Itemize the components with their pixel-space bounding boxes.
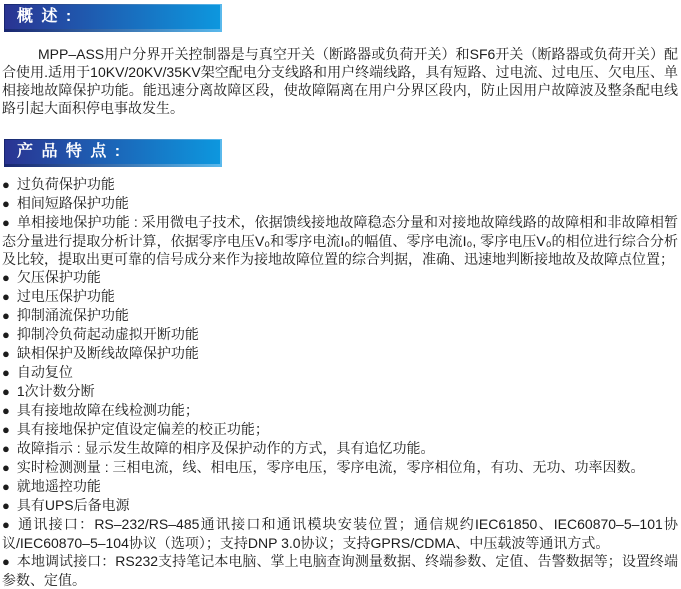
bullet-icon: ●: [2, 422, 10, 437]
feature-text: 1次计数分断: [16, 383, 95, 399]
feature-text: 就地遥控功能: [16, 478, 101, 494]
bullet-icon: ●: [2, 308, 10, 323]
overview-section-banner: [4, 4, 222, 32]
feature-text: 具有接地故障在线检测功能；: [16, 402, 199, 418]
feature-text: 抑制冷负荷起动虚拟开断功能: [16, 326, 199, 342]
feature-item: [2, 268, 678, 287]
feature-item: [2, 325, 678, 344]
feature-text: 欠压保护功能: [16, 269, 101, 285]
feature-text: 故障指示 : 显示发生故障的相序及保护动作的方式，具有追忆功能。: [16, 440, 435, 456]
feature-item: [2, 439, 678, 458]
feature-item: [2, 552, 678, 589]
bullet-icon: ●: [2, 215, 10, 230]
bullet-icon: ●: [2, 327, 10, 342]
bullet-icon: ●: [2, 177, 10, 192]
feature-text: 过负荷保护功能: [16, 176, 115, 192]
bullet-icon: ●: [2, 196, 10, 211]
feature-text: 实时检测测量 : 三相电流，线、相电压，零序电压，零序电流，零序相位角，有功、无功、功率因数。: [16, 459, 645, 475]
feature-text: 通讯接口：RS–232/RS–485通讯接口和通讯模块安装位置；通信规约IEC61850、IEC60870–5–101协议/IEC60870–5–104协议（选项）；支持DNP 3.0协议；支持GPRS/CDMA、中压载波等通讯方式。: [2, 516, 679, 551]
bullet-icon: ●: [2, 346, 10, 361]
feature-item: [2, 175, 678, 194]
feature-item: [2, 382, 678, 401]
feature-text: 具有UPS后备电源: [16, 497, 130, 513]
bullet-icon: ●: [2, 554, 10, 569]
features-title: 产 品 特 点 :: [5, 140, 220, 164]
feature-item: [2, 287, 678, 306]
overview-title: 概 述 :: [5, 5, 220, 29]
feature-item: [2, 515, 678, 552]
feature-item: [2, 306, 678, 325]
bullet-icon: ●: [2, 441, 10, 456]
feature-item: [2, 401, 678, 420]
bullet-icon: ●: [2, 460, 10, 475]
feature-text: 具有接地保护定值设定偏差的校正功能；: [16, 421, 269, 437]
feature-text: 本地调试接口：RS232支持笔记本电脑、掌上电脑查询测量数据、终端参数、定值、告警数据等；设置终端参数、定值。: [2, 553, 678, 588]
bullet-icon: ●: [2, 384, 10, 399]
bullet-icon: ●: [2, 479, 10, 494]
bullet-icon: ●: [2, 289, 10, 304]
feature-text: 单相接地保护功能 : 采用微电子技术，依据馈线接地故障稳态分量和对接地故障线路的故障相和非故障相暂态分量进行提取分析计算，依据零序电压V₀和零序电流I₀的幅值、零序电流I₀, 零序电压V₀的相位进行综合分析及比较，提取出更可靠的信号成分来作为接地故障位置的综合判据，准确、迅速地判断接地故及故障点位置；: [2, 214, 678, 267]
feature-text: 过电压保护功能: [16, 288, 115, 304]
feature-text: 缺相保护及断线故障保护功能: [16, 345, 199, 361]
bullet-icon: ●: [2, 517, 12, 532]
bullet-icon: ●: [2, 270, 10, 285]
overview-paragraph: MPP–ASS用户分界开关控制器是与真空开关（断路器或负荷开关）和SF6开关（断路器或负荷开关）配合使用.适用于10KV/20KV/35KV架空配电分支线路和用户终端线路，具有短路、过电流、过电压、欠电压、单相接地故障保护功能。能迅速分离故障区段，使故障隔离在用户分界区段内，防止因用户故障波及整条配电线路引起大面积停电事故发生。: [2, 46, 678, 116]
feature-item: [2, 420, 678, 439]
bullet-icon: ●: [2, 403, 10, 418]
feature-item: [2, 477, 678, 496]
feature-item: [2, 213, 678, 268]
feature-text: 抑制涌流保护功能: [16, 307, 129, 323]
feature-text: 自动复位: [16, 364, 73, 380]
bullet-icon: ●: [2, 365, 10, 380]
features-section-banner: [4, 139, 222, 167]
feature-item: [2, 363, 678, 382]
features-list: [2, 175, 678, 589]
feature-text: 相间短路保护功能: [16, 195, 129, 211]
feature-item: [2, 344, 678, 363]
feature-item: [2, 458, 678, 477]
feature-item: [2, 496, 678, 515]
bullet-icon: ●: [2, 498, 10, 513]
feature-item: [2, 194, 678, 213]
